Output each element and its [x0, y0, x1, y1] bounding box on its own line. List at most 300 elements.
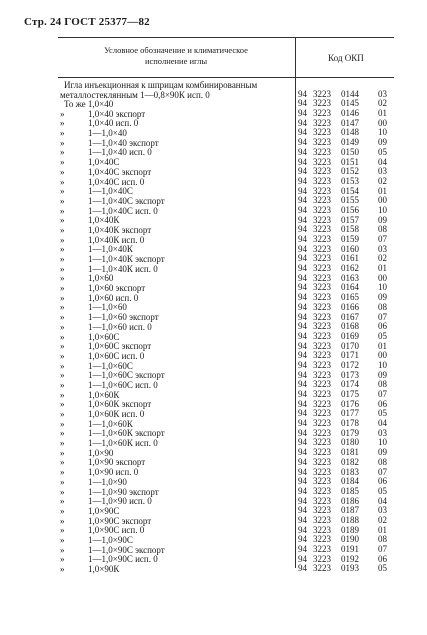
row-label: 1,0×60 — [88, 273, 114, 284]
code-part: 0149 — [341, 137, 359, 148]
code-part: 0183 — [341, 466, 359, 477]
code-part: 0186 — [341, 495, 359, 506]
code-part: 01 — [378, 108, 387, 119]
code-part: 02 — [378, 514, 387, 525]
code-part: 94 — [298, 321, 307, 332]
code-part: 3223 — [313, 117, 331, 128]
column-header-line: исполнение иглы — [144, 56, 208, 66]
code-part: 3223 — [313, 282, 331, 293]
code-part: 0145 — [341, 98, 359, 109]
ditto-mark: » — [60, 438, 65, 449]
code-part: 94 — [298, 456, 307, 467]
code-part: 08 — [378, 534, 387, 545]
code-part: 02 — [378, 175, 387, 186]
code-part: 03 — [378, 88, 387, 99]
code-part: 0154 — [341, 185, 359, 196]
code-part: 3223 — [313, 224, 331, 235]
code-part: 0172 — [341, 359, 359, 370]
code-part: 10 — [378, 204, 387, 215]
code-part: 3223 — [313, 447, 331, 458]
code-part: 09 — [378, 137, 387, 148]
code-part: 3223 — [313, 408, 331, 419]
code-part: 3223 — [313, 553, 331, 564]
row-label: 1,0×90 экспорт — [88, 457, 146, 468]
row-label: 1—1,0×40С исп. 0 — [88, 205, 158, 216]
code-part: 3223 — [313, 437, 331, 448]
ditto-mark: » — [60, 428, 65, 439]
row-label: 1—1,0×60С экспорт — [88, 370, 165, 381]
row-label: 1,0×40 экспорт — [88, 108, 146, 119]
code-part: 3223 — [313, 534, 331, 545]
page-header: Стр. 24 ГОСТ 25377—82 — [24, 16, 150, 28]
ditto-mark: » — [60, 505, 65, 516]
code-part: 0153 — [341, 175, 359, 186]
ditto-mark: » — [60, 302, 65, 313]
code-part: 94 — [298, 418, 307, 429]
code-part: 03 — [378, 166, 387, 177]
code-part: 0191 — [341, 544, 359, 554]
row-label: 1—1,0×60 исп. 0 — [88, 321, 152, 332]
code-part: 3223 — [313, 514, 331, 525]
column-header-designation — [60, 45, 292, 67]
code-part: 3223 — [313, 301, 331, 312]
code-part: 94 — [298, 204, 307, 215]
code-part: 10 — [378, 127, 387, 138]
code-part: 3223 — [313, 108, 331, 119]
code-part: 94 — [298, 156, 307, 167]
code-part: 94 — [298, 117, 307, 128]
code-part: 94 — [298, 292, 307, 303]
code-part: 94 — [298, 166, 307, 177]
row-label: 1,0×90С — [88, 505, 120, 516]
code-part: 3223 — [313, 466, 331, 477]
ditto-mark: » — [60, 457, 65, 468]
code-part: 0170 — [341, 340, 359, 351]
row-label: 1,0×90С экспорт — [88, 515, 152, 526]
code-part: 3223 — [313, 359, 331, 370]
ditto-mark: » — [60, 341, 65, 352]
code-part: 06 — [378, 553, 387, 564]
code-part: 94 — [298, 88, 307, 99]
row-label: 1—1,0×40С экспорт — [88, 195, 165, 206]
column-header-code: Код ОКП — [328, 53, 364, 63]
code-part: 0192 — [341, 553, 359, 564]
code-part: 0163 — [341, 272, 359, 283]
ditto-mark: » — [60, 137, 65, 148]
code-part: 94 — [298, 514, 307, 525]
code-part: 0188 — [341, 514, 359, 525]
row-label: 1—1,0×90 — [88, 476, 127, 487]
code-part: 0146 — [341, 108, 359, 119]
code-part: 0178 — [341, 418, 359, 429]
ditto-mark: » — [60, 525, 65, 536]
row-label: 1—1,0×40 — [88, 128, 127, 139]
row-label: 1—1,0×60К — [88, 418, 133, 429]
code-part: 10 — [378, 359, 387, 370]
code-part: 3223 — [313, 214, 331, 225]
code-part: 10 — [378, 282, 387, 293]
code-part: 04 — [378, 495, 387, 506]
code-part: 0189 — [341, 524, 359, 535]
code-part: 94 — [298, 127, 307, 138]
code-part: 3223 — [313, 127, 331, 138]
code-part: 94 — [298, 495, 307, 506]
row-label: 1—1,0×40 исп. 0 — [88, 147, 152, 158]
code-part: 00 — [378, 272, 387, 283]
ditto-mark: » — [60, 147, 65, 158]
row-label: 1,0×90С исп. 0 — [88, 525, 145, 536]
row-label: 1,0×40С экспорт — [88, 166, 152, 177]
ditto-mark: » — [60, 118, 65, 129]
code-part: 3223 — [313, 418, 331, 429]
code-part: 94 — [298, 369, 307, 380]
code-part: 3223 — [313, 321, 331, 332]
code-part: 06 — [378, 398, 387, 409]
code-part: 3223 — [313, 243, 331, 254]
ditto-mark: » — [60, 409, 65, 419]
code-part: 05 — [378, 485, 387, 496]
code-part: 0176 — [341, 398, 359, 409]
code-part: 0144 — [341, 88, 359, 99]
ditto-mark: » — [60, 186, 65, 197]
row-label: 1—1,0×60 экспорт — [88, 312, 159, 323]
ditto-mark: » — [60, 389, 65, 400]
code-part: 0179 — [341, 427, 359, 438]
code-part: 05 — [378, 146, 387, 157]
code-part: 94 — [298, 195, 307, 206]
code-part: 10 — [378, 437, 387, 448]
code-part: 3223 — [313, 263, 331, 274]
code-part: 3223 — [313, 563, 331, 574]
code-part: 94 — [298, 253, 307, 264]
code-part: 05 — [378, 563, 387, 574]
code-part: 94 — [298, 330, 307, 341]
code-part: 0158 — [341, 224, 359, 235]
code-part: 0157 — [341, 214, 359, 225]
code-part: 0162 — [341, 263, 359, 274]
code-part: 0180 — [341, 437, 359, 448]
ditto-mark: » — [60, 224, 65, 235]
ditto-mark: » — [60, 534, 65, 545]
ditto-mark: » — [60, 128, 65, 139]
code-part: 94 — [298, 524, 307, 535]
code-part: 3223 — [313, 485, 331, 496]
code-part: 3223 — [313, 98, 331, 109]
code-part: 94 — [298, 476, 307, 487]
ditto-mark: » — [60, 263, 65, 274]
row-label: 1—1,0×90С — [88, 534, 133, 545]
code-part: 06 — [378, 476, 387, 487]
code-part: 94 — [298, 108, 307, 119]
code-part: 94 — [298, 350, 307, 361]
code-part: 00 — [378, 117, 387, 128]
code-part: 0185 — [341, 485, 359, 496]
code-part: 3223 — [313, 495, 331, 506]
code-part: 3223 — [313, 166, 331, 177]
code-part: 08 — [378, 224, 387, 235]
code-part: 3223 — [313, 272, 331, 283]
ditto-mark: » — [60, 467, 65, 478]
code-part: 94 — [298, 311, 307, 322]
row-label: 1—1,0×60 — [88, 302, 127, 313]
code-part: 05 — [378, 330, 387, 341]
code-part: 0175 — [341, 389, 359, 399]
row-label: 1,0×40С исп. 0 — [88, 176, 145, 187]
code-part: 94 — [298, 146, 307, 157]
ditto-mark: » — [60, 476, 65, 487]
ditto-mark: » — [60, 486, 65, 497]
code-part: 07 — [378, 389, 387, 399]
code-part: 0182 — [341, 456, 359, 467]
row-label: 1,0×60С исп. 0 — [88, 350, 145, 361]
code-part: 07 — [378, 234, 387, 244]
ditto-mark: » — [60, 195, 65, 206]
ditto-mark: » — [60, 108, 65, 119]
code-part: 0151 — [341, 156, 359, 167]
ditto-mark: » — [60, 234, 65, 245]
code-part: 0148 — [341, 127, 359, 138]
code-part: 3223 — [313, 456, 331, 467]
ditto-mark: » — [60, 564, 65, 574]
row-label: 1—1,0×90 исп. 0 — [88, 496, 152, 507]
ditto-mark: » — [60, 399, 65, 410]
code-part: 94 — [298, 534, 307, 545]
column-header-line: Условное обозначение и климатическое — [104, 45, 248, 55]
code-part: 0174 — [341, 379, 359, 390]
row-label: 1—1,0×60К экспорт — [88, 428, 165, 439]
code-part: 94 — [298, 272, 307, 283]
code-part: 08 — [378, 301, 387, 312]
row-label: 1,0×60С экспорт — [88, 341, 152, 352]
code-part: 94 — [298, 137, 307, 148]
ditto-mark: » — [60, 312, 65, 323]
row-label: 1—1,0×90С исп. 0 — [88, 554, 158, 565]
code-part: 3223 — [313, 175, 331, 186]
ditto-mark: » — [60, 331, 65, 342]
code-part: 09 — [378, 447, 387, 458]
code-part: 94 — [298, 408, 307, 419]
code-part: 94 — [298, 175, 307, 186]
code-part: 08 — [378, 379, 387, 390]
code-part: 3223 — [313, 204, 331, 215]
code-part: 3223 — [313, 389, 331, 399]
intro-entry — [60, 80, 294, 100]
code-part: 94 — [298, 398, 307, 409]
code-part: 94 — [298, 544, 307, 554]
code-part: 3223 — [313, 379, 331, 390]
row-label: 1,0×90К — [88, 564, 120, 574]
code-part: 0152 — [341, 166, 359, 177]
code-part: 0166 — [341, 301, 359, 312]
code-part: 04 — [378, 156, 387, 167]
code-part: 94 — [298, 505, 307, 516]
row-label: 1,0×60 исп. 0 — [88, 292, 139, 303]
intro-line: Игла инъекционная к шприцам комбинированным — [64, 80, 258, 90]
code-part: 94 — [298, 427, 307, 438]
code-part: 0164 — [341, 282, 359, 293]
code-part: 3223 — [313, 185, 331, 196]
code-part: 09 — [378, 292, 387, 303]
code-part: 94 — [298, 447, 307, 458]
code-list — [298, 80, 398, 574]
ditto-mark: » — [60, 447, 65, 458]
table-top-rule — [58, 37, 394, 38]
ditto-mark: » — [60, 176, 65, 187]
row-label: 1,0×60С — [88, 331, 120, 342]
code-part: 3223 — [313, 88, 331, 99]
code-part: 94 — [298, 359, 307, 370]
code-part: 07 — [378, 311, 387, 322]
code-part: 07 — [378, 466, 387, 477]
ditto-mark: » — [60, 418, 65, 429]
code-part: 09 — [378, 369, 387, 380]
ditto-mark: » — [60, 292, 65, 303]
row-label: 1,0×60К экспорт — [88, 399, 152, 410]
code-part: 07 — [378, 544, 387, 554]
code-part: 3223 — [313, 253, 331, 264]
code-part: 01 — [378, 263, 387, 274]
code-part: 05 — [378, 408, 387, 419]
code-part: 94 — [298, 301, 307, 312]
code-part: 3223 — [313, 340, 331, 351]
code-part: 03 — [378, 505, 387, 516]
code-part: 94 — [298, 485, 307, 496]
code-part: 94 — [298, 553, 307, 564]
code-part: 94 — [298, 185, 307, 196]
code-part: 94 — [298, 214, 307, 225]
code-part: 0159 — [341, 234, 359, 244]
code-part: 94 — [298, 98, 307, 109]
ditto-mark: » — [60, 544, 65, 555]
code-part: 94 — [298, 379, 307, 390]
ditto-mark: » — [60, 554, 65, 565]
code-part: 0147 — [341, 117, 359, 128]
ditto-mark: » — [60, 515, 65, 526]
ditto-mark: » — [60, 157, 65, 168]
code-part: 94 — [298, 224, 307, 235]
row-label: 1—1,0×90С экспорт — [88, 544, 165, 555]
code-part: 3223 — [313, 476, 331, 487]
row-label: 1—1,0×40 экспорт — [88, 137, 159, 148]
code-part: 0165 — [341, 292, 359, 303]
code-part: 09 — [378, 214, 387, 225]
ditto-mark: » — [60, 205, 65, 216]
code-part: 3223 — [313, 234, 331, 244]
code-part: 0155 — [341, 195, 359, 206]
code-part: 94 — [298, 466, 307, 477]
row-label: 1—1,0×40К экспорт — [88, 254, 165, 264]
row-label: 1,0×40 исп. 0 — [88, 118, 139, 129]
row-label: 1,0×40К исп. 0 — [88, 234, 145, 245]
code-part: 00 — [378, 350, 387, 361]
code-part: 01 — [378, 340, 387, 351]
code-part: 3223 — [313, 524, 331, 535]
code-part: 0187 — [341, 505, 359, 516]
code-part: 03 — [378, 427, 387, 438]
code-part: 0167 — [341, 311, 359, 322]
code-part: 3223 — [313, 350, 331, 361]
code-part: 01 — [378, 185, 387, 196]
ditto-mark: » — [60, 370, 65, 381]
ditto-mark: » — [60, 166, 65, 177]
code-part: 0181 — [341, 447, 359, 458]
code-part: 94 — [298, 234, 307, 244]
code-part: 0160 — [341, 243, 359, 254]
code-part: 0169 — [341, 330, 359, 341]
code-part: 0161 — [341, 253, 359, 264]
row-label: 1,0×40С — [88, 157, 120, 168]
code-part: 3223 — [313, 156, 331, 167]
code-part: 94 — [298, 340, 307, 351]
code-part: 94 — [298, 243, 307, 254]
code-part: 3223 — [313, 427, 331, 438]
code-part: 03 — [378, 243, 387, 254]
ditto-mark: » — [60, 254, 65, 264]
row-label: 1,0×60К — [88, 389, 120, 400]
code-part: 94 — [298, 563, 307, 574]
row-label: 1—1,0×40К — [88, 244, 133, 255]
code-part: 3223 — [313, 146, 331, 157]
row-label: 1—1,0×40К исп. 0 — [88, 263, 158, 274]
code-part: 02 — [378, 98, 387, 109]
row-label: 1,0×60 экспорт — [88, 283, 146, 294]
code-part: 0156 — [341, 204, 359, 215]
code-part: 3223 — [313, 398, 331, 409]
code-part: 0193 — [341, 563, 359, 574]
code-part: 94 — [298, 437, 307, 448]
row-label: 1,0×40К экспорт — [88, 224, 152, 235]
ditto-mark: » — [60, 379, 65, 390]
code-part: 3223 — [313, 544, 331, 554]
ditto-mark: » — [60, 283, 65, 294]
ditto-mark: » — [60, 496, 65, 507]
code-part: 08 — [378, 456, 387, 467]
row-label: 1—1,0×60С — [88, 360, 133, 371]
code-part: 00 — [378, 195, 387, 206]
code-part: 02 — [378, 253, 387, 264]
row-label: 1,0×90 исп. 0 — [88, 467, 139, 478]
code-part: 0173 — [341, 369, 359, 380]
row-label: То же 1,0×40 — [64, 99, 114, 109]
code-part: 94 — [298, 282, 307, 293]
code-part: 3223 — [313, 137, 331, 148]
row-label: 1—1,0×90 экспорт — [88, 486, 159, 497]
code-part: 04 — [378, 418, 387, 429]
row-label: 1—1,0×40С — [88, 186, 133, 197]
row-label: 1,0×40К — [88, 215, 120, 226]
ditto-mark: » — [60, 215, 65, 226]
row-label: 1—1,0×60К исп. 0 — [88, 438, 158, 449]
ditto-mark: » — [60, 360, 65, 371]
code-part: 0171 — [341, 350, 359, 361]
column-divider — [295, 37, 296, 568]
code-part: 3223 — [313, 292, 331, 303]
designation-list — [60, 100, 294, 575]
code-part: 0184 — [341, 476, 359, 487]
code-part: 3223 — [313, 505, 331, 516]
code-part: 0177 — [341, 408, 359, 419]
code-part: 3223 — [313, 369, 331, 380]
table-row — [60, 565, 294, 575]
row-label: 1—1,0×60С исп. 0 — [88, 379, 158, 390]
ditto-mark: » — [60, 244, 65, 255]
code-part: 0150 — [341, 146, 359, 157]
code-part: 01 — [378, 524, 387, 535]
intro-line: металлостеклянным 1—0,8×90К исп. 0 — [60, 90, 210, 100]
code-part: 3223 — [313, 311, 331, 322]
code-part: 94 — [298, 263, 307, 274]
code-part: 3223 — [313, 195, 331, 206]
